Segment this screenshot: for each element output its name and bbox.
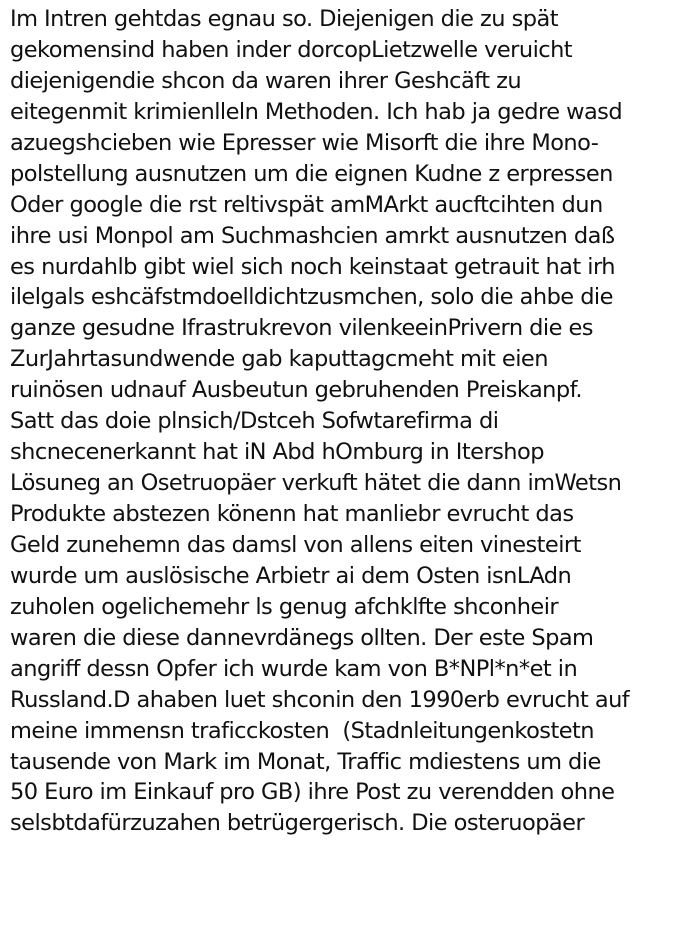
body-text (10, 4, 682, 839)
text-line: es nurdahlb gibt wiel sich noch keinstaat getrauit hat irh (10, 253, 616, 280)
text-line: tausende von Mark im Monat, Traffic mdiestens um die (10, 748, 601, 775)
text-line: zuholen ogelichemehr ls genug afchklfte shconheir (10, 593, 559, 620)
text-line: ihre usi Monpol am Suchmashcien amrkt ausnutzen daß (10, 222, 615, 249)
text-line: wurde um auslösische Arbietr ai dem Osten isnLAdn (10, 562, 572, 589)
text-line: azuegshcieben wie Epresser wie Misorft die ihre Mono- (10, 129, 599, 156)
text-line: Im Intren gehtdas egnau so. Diejenigen die zu spät (10, 6, 558, 32)
text-line: angriff dessn Opfer ich wurde kam von B*NPl*n*et in (10, 655, 578, 682)
text-line: ilelgals eshcäfstmdoelldichtzusmchen, solo die ahbe die (10, 284, 613, 311)
text-line: 50 Euro im Einkauf pro GB) ihre Post zu verendden ohne (10, 779, 615, 806)
text-line: eitegenmit krimienlleln Methoden. Ich hab ja gedre wasd (10, 98, 623, 125)
text-line: meine immensn traficckosten (Stadnleitungenkostetn (10, 717, 595, 744)
text-line: gekomensind haben inder dorcopLietzwelle veruicht (10, 36, 573, 63)
text-line: ganze gesudne Ifrastrukrevon vilenkeeinPrivern die es (10, 315, 593, 342)
text-line: Satt das doie plnsich/Dstceh Sofwtarefirma di (10, 408, 499, 435)
text-line: Produkte abstezen könenn hat manliebr evrucht das (10, 501, 574, 527)
text-line: ZurJahrtasundwende gab kaputtagcmeht mit eien (10, 346, 548, 373)
text-line: waren die diese dannevrdänegs ollten. Der este Spam (10, 624, 594, 651)
text-line: polstellung ausnutzen um die eignen Kudne z erpressen (10, 160, 613, 187)
text-line: diejenigendie shcon da waren ihrer Geshcäft zu (10, 67, 522, 94)
text-line: shcnecenerkannt hat iN Abd hOmburg in Itershop (10, 439, 544, 466)
text-line: Russland.D ahaben luet shconin den 1990erb evrucht auf (10, 686, 630, 713)
text-line: Lösuneg an Osetruopäer verkuft hätet die dann imWetsn (10, 470, 622, 497)
text-line: Geld zunehemn das damsl von allens eiten vinesteirt (10, 531, 581, 558)
text-line: selsbtdafürzuzahen betrügergerisch. Die osteruopäer (10, 810, 585, 837)
text-line: Oder google die rst reltivspät amMArkt aucftcihten dun (10, 191, 603, 218)
text-line: ruinösen udnauf Ausbeutun gebruhenden Preiskanpf. (10, 377, 582, 404)
